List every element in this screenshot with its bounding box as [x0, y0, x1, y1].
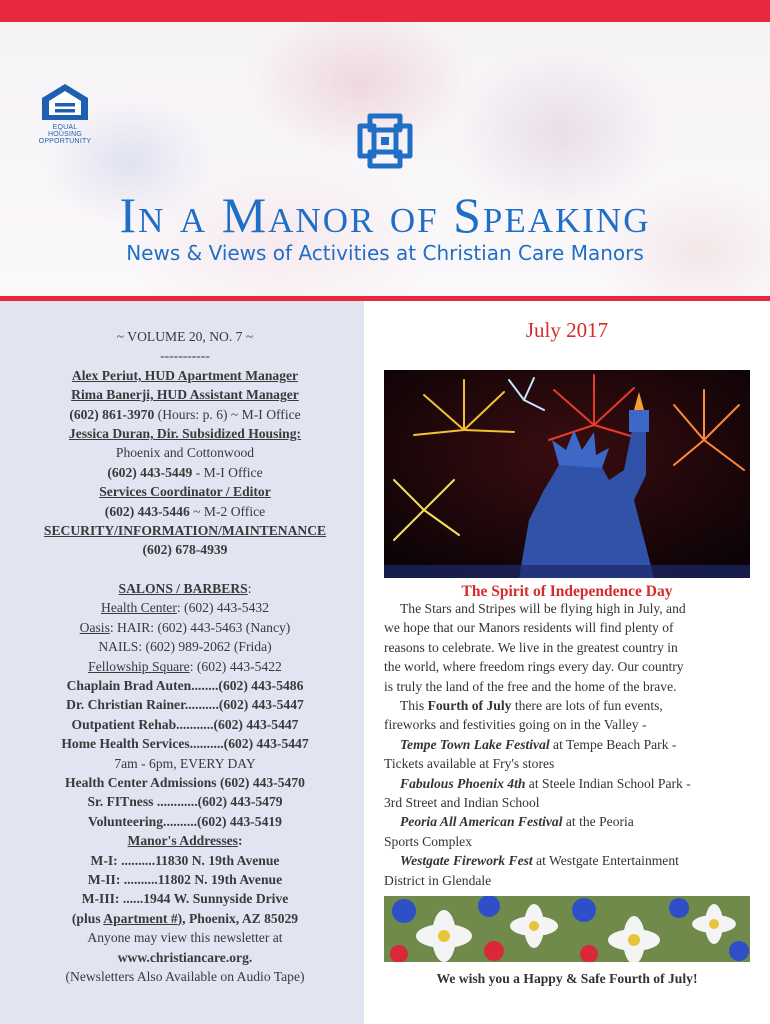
event-line — [384, 735, 750, 754]
contact-line: Chaplain Brad Auten........(602) 443-5486 — [66, 677, 304, 693]
p2-pre: This — [400, 698, 428, 714]
contact-line: Home Health Services..........(602) 443-5447 — [61, 736, 309, 752]
statue-of-liberty-fireworks-image — [384, 370, 750, 578]
newsletter-title: In a Manor of Speaking — [119, 187, 651, 243]
fourth-of-july-bold: Fourth of July — [427, 698, 512, 714]
security-phone: (602) 678-4939 — [142, 542, 228, 558]
director-phone: (602) 443-5449 — [107, 464, 193, 480]
apartment-label: Apartment # — [103, 910, 178, 926]
salons-heading-line — [10, 579, 360, 598]
apartment-line — [10, 909, 360, 928]
address-line: M-III: ......1944 W. Sunnyside Drive — [81, 891, 289, 907]
equal-housing-text: EQUAL HOUSING OPPORTUNITY — [38, 124, 92, 145]
contact-line: Health Center Admissions (602) 443-5470 — [65, 774, 305, 790]
event-name: Fabulous Phoenix 4th — [400, 775, 526, 791]
spacer — [10, 560, 360, 579]
event-name: Peoria All American Festival — [400, 814, 563, 830]
manager-line: Alex Periut, HUD Apartment Manager — [71, 367, 299, 383]
article-line: reasons to celebrate. We live in the greatest country in — [384, 639, 678, 655]
coordinator-phone-line — [10, 502, 360, 521]
director-phone-line — [10, 463, 360, 482]
article-line — [384, 696, 750, 715]
addresses-heading-line — [10, 831, 360, 850]
manager-phone-line — [10, 405, 360, 424]
addresses-heading: Manor's Addresses — [127, 833, 238, 849]
flowers-image — [384, 896, 750, 962]
contact-line: Dr. Christian Rainer..........(602) 443-5447 — [66, 697, 304, 713]
apt-prefix: (plus — [71, 910, 104, 926]
article-line: we hope that our Manors residents will find plenty of — [384, 620, 674, 636]
volume-line: ~ VOLUME 20, NO. 7 ~ — [116, 329, 254, 344]
oasis-hair-line — [10, 618, 360, 637]
article-title: The Spirit of Independence Day — [461, 583, 673, 600]
view-note: Anyone may view this newsletter at — [87, 930, 283, 946]
director-line: Jessica Duran, Dir. Subsidized Housing: — [68, 426, 302, 442]
sidebar-content — [10, 327, 360, 986]
article-line: is truly the land of the free and the home of the brave. — [384, 678, 677, 694]
event-line — [384, 812, 750, 831]
event-line-2: 3rd Street and Indian School — [384, 795, 540, 811]
audio-note: (Newsletters Also Available on Audio Tape) — [65, 969, 305, 984]
event-line — [384, 774, 750, 793]
fellowship-label: Fellowship Square — [88, 658, 190, 674]
contact-line: Volunteering..........(602) 443-5419 — [88, 813, 282, 829]
event-line-2: Tickets available at Fry's stores — [384, 756, 555, 772]
top-accent-bar — [0, 0, 770, 22]
website-link[interactable]: www.christiancare.org. — [117, 949, 253, 965]
equal-housing-icon — [38, 82, 92, 122]
event-location: at Westgate Entertainment — [532, 853, 679, 869]
coordinator-phone-note: ~ M-2 Office — [189, 503, 266, 519]
closing-message: We wish you a Happy & Safe Fourth of July! — [436, 971, 698, 986]
issue-month: July 2017 — [525, 318, 609, 342]
event-name: Westgate Firework Fest — [400, 853, 533, 869]
newsletter-subtitle: News & Views of Activities at Christian Care Manors — [126, 241, 644, 265]
masthead — [0, 22, 770, 298]
event-line-2: District in Glendale — [384, 872, 492, 888]
salons-heading: SALONS / BARBERS — [118, 580, 248, 596]
p2-post: there are lots of fun events, — [511, 698, 663, 714]
health-center-salon-line — [10, 598, 360, 617]
apt-suffix: ), Phoenix, AZ 85029 — [177, 910, 299, 926]
event-line-2: Sports Complex — [384, 833, 472, 849]
article-line: The Stars and Stripes will be flying high in July, and — [400, 601, 686, 616]
event-location: at Tempe Beach Park - — [549, 736, 677, 752]
equal-housing-logo — [38, 82, 92, 145]
article-line: fireworks and festivities going on in the Valley - — [384, 717, 647, 733]
event-location: at the Peoria — [562, 814, 634, 830]
manager-phone: (602) 861-3970 — [69, 406, 155, 422]
coordinator-line: Services Coordinator / Editor — [99, 484, 271, 500]
fellowship-line — [10, 657, 360, 676]
contact-line: Outpatient Rehab...........(602) 443-5447 — [71, 716, 299, 732]
article-line: the world, where freedom rings every day. Our country — [384, 659, 684, 675]
event-location: at Steele Indian School Park - — [525, 775, 691, 791]
director-phone-note: - M-I Office — [192, 464, 263, 480]
event-name: Tempe Town Lake Festival — [400, 736, 550, 752]
divider-dashes: ----------- — [160, 348, 210, 364]
event-line — [384, 851, 750, 870]
health-center-phone: : (602) 443-5432 — [176, 600, 269, 616]
manager-phone-note: (Hours: p. 6) ~ M-I Office — [154, 406, 301, 422]
addresses-colon: : — [237, 833, 243, 849]
article-body — [384, 599, 750, 890]
sidebar — [0, 301, 364, 1024]
health-center-label: Health Center — [101, 600, 177, 616]
oasis-hair: : HAIR: (602) 443-5463 (Nancy) — [109, 619, 291, 635]
fellowship-phone: : (602) 443-5422 — [189, 658, 282, 674]
oasis-label: Oasis — [79, 619, 110, 635]
contact-line: Sr. FITness ............(602) 443-5479 — [87, 794, 283, 810]
address-line: M-I: ..........11830 N. 19th Avenue — [90, 852, 280, 868]
christian-care-logo-icon — [352, 108, 418, 174]
salons-colon: : — [247, 580, 252, 596]
oasis-nails-line: NAILS: (602) 989-2062 (Frida) — [98, 639, 272, 655]
assistant-manager-line: Rima Banerji, HUD Assistant Manager — [71, 387, 299, 403]
home-health-hours: 7am - 6pm, EVERY DAY — [114, 755, 256, 771]
coordinator-phone: (602) 443-5446 — [104, 503, 190, 519]
security-line: SECURITY/INFORMATION/MAINTENANCE — [43, 523, 327, 539]
director-area: Phoenix and Cottonwood — [115, 445, 255, 461]
address-line: M-II: ..........11802 N. 19th Avenue — [87, 871, 283, 887]
